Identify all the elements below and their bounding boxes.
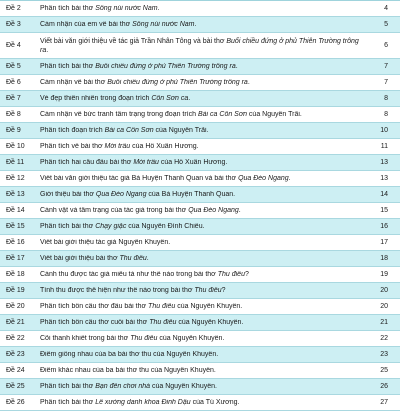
toc-exercise-number: Đề 19 [6, 287, 25, 294]
toc-title [40, 335, 360, 342]
toc-page-number: 13 [380, 175, 388, 182]
toc-row[interactable] [0, 203, 400, 219]
toc-work-title: Qua Đèo Ngang [188, 207, 239, 214]
toc-page-number: 18 [380, 255, 388, 262]
toc-exercise-number: Đề 24 [6, 367, 25, 374]
toc-exercise-number: Đề 3 [6, 21, 21, 28]
toc-page-number: 11 [380, 143, 388, 150]
toc-title [40, 191, 360, 198]
toc-title [40, 223, 360, 230]
toc-page-number: 4 [384, 5, 388, 12]
toc-work-title: Thu điếu [149, 319, 177, 326]
toc-work-title: Sông núi nước Nam [95, 5, 158, 12]
toc-exercise-number: Đề 5 [6, 63, 21, 70]
toc-exercise-number: Đề 25 [6, 383, 25, 390]
toc-title-text: Cảm nhận về bài thơ [40, 79, 108, 86]
toc-title-text: Phân tích bốn câu thơ cuối bài thơ [40, 319, 150, 326]
toc-page-number: 8 [384, 95, 388, 102]
toc-work-title: Thu điếu [217, 271, 245, 278]
toc-title [40, 95, 360, 102]
toc-work-title: Qua Đèo Ngang [238, 175, 289, 182]
toc-title-suffix: . [247, 79, 250, 86]
toc-work-title: Thu điếu [130, 335, 158, 342]
toc-exercise-number: Đề 4 [6, 42, 21, 49]
toc-title-text: Tình thu được thể hiện như thế nào trong bài thơ [40, 287, 195, 294]
toc-title-suffix: ? [221, 287, 226, 294]
toc-title-text: Viết bài văn giới thiệu về tác giả Trần Nhân Tông và bài thơ [40, 37, 227, 45]
toc-work-title: Bài ca Côn Sơn [104, 127, 154, 134]
toc-exercise-number: Đề 8 [6, 111, 21, 118]
toc-work-title: Thu điếu [119, 255, 147, 262]
toc-work-title: Thu điếu [148, 303, 176, 310]
toc-title [40, 127, 360, 134]
toc-row[interactable] [0, 331, 400, 347]
toc-title-suffix: . [46, 46, 49, 54]
toc-title-text: Viết bài văn giới thiệu tác giả Bà Huyện Thanh Quan và bài thơ [40, 175, 239, 182]
toc-page-number: 25 [380, 367, 388, 374]
toc-row[interactable] [0, 219, 400, 235]
toc-title [40, 287, 360, 294]
toc-title [40, 111, 360, 118]
toc-row[interactable] [0, 1, 400, 17]
toc-page-number: 20 [380, 303, 388, 310]
toc-title-text: Phân tích về bài thơ [40, 143, 105, 150]
toc-title-text: Điểm giống nhau của ba bài thơ thu của Nguyễn Khuyến. [40, 351, 219, 358]
toc-row[interactable] [0, 75, 400, 91]
toc-work-title: Buổi chiều đứng ở phủ Thiên Trường trông ra [95, 63, 236, 70]
toc-page-number: 19 [380, 271, 388, 278]
toc-title-suffix: . [194, 21, 197, 28]
toc-exercise-number: Đề 21 [6, 319, 25, 326]
toc-exercise-number: Đề 6 [6, 79, 21, 86]
toc-exercise-number: Đề 13 [6, 191, 25, 198]
toc-row[interactable] [0, 17, 400, 33]
toc-title-text: Phân tích bài thơ [40, 5, 96, 12]
toc-page-number: 10 [380, 127, 388, 134]
toc-row[interactable] [0, 283, 400, 299]
toc-title-text: Giới thiệu bài thơ [40, 191, 96, 198]
toc-page-number: 16 [380, 223, 388, 230]
toc-title-suffix: của Tú Xương. [190, 399, 240, 406]
toc-title-text: Viết bài giới thiệu bài thơ [40, 255, 120, 262]
toc-title-text: Phân tích bài thơ [40, 399, 96, 406]
toc-row[interactable] [0, 139, 400, 155]
toc-row[interactable] [0, 33, 400, 59]
toc-title [40, 63, 360, 70]
toc-exercise-number: Đề 26 [6, 399, 25, 406]
toc-work-title: Côn Sơn ca [151, 95, 189, 102]
toc-title-suffix: . [157, 5, 160, 12]
toc-title-text: Phân tích bốn câu thơ đầu bài thơ [40, 303, 149, 310]
toc-row[interactable] [0, 315, 400, 331]
toc-row[interactable] [0, 267, 400, 283]
toc-title-suffix: . [235, 63, 238, 70]
toc-title-suffix: ? [244, 271, 249, 278]
toc-title-suffix: . [146, 255, 149, 262]
toc-title [40, 21, 360, 28]
toc-work-title: Buổi chiều đứng ở phủ Thiên Trường trông ra [107, 79, 248, 86]
toc-work-title: Bài ca Côn Sơn [198, 111, 247, 118]
toc-exercise-number: Đề 17 [6, 255, 25, 262]
toc-title-suffix: của Hồ Xuân Hương. [158, 159, 228, 166]
toc-exercise-number: Đề 7 [6, 95, 21, 102]
toc-page-number: 22 [380, 335, 388, 342]
toc-title-suffix: . [188, 95, 191, 102]
toc-exercise-number: Đề 11 [6, 159, 25, 166]
toc-title-text: Phân tích bài thơ [40, 63, 96, 70]
toc-title [40, 399, 360, 406]
toc-exercise-number: Đề 15 [6, 223, 25, 230]
toc-exercise-number: Đề 10 [6, 143, 25, 150]
toc-title [40, 175, 360, 182]
toc-row[interactable] [0, 59, 400, 75]
toc-title-text: Cảnh thu được tác giả miêu tả như thế nào trong bài thơ [40, 271, 218, 278]
toc-work-title: Lễ xướng danh khoa Đinh Dậu [95, 399, 191, 406]
toc-exercise-number: Đề 2 [6, 5, 21, 12]
toc-page-number: 26 [380, 383, 388, 390]
toc-row[interactable] [0, 123, 400, 139]
toc-exercise-number: Đề 14 [6, 207, 25, 214]
toc-work-title: Qua Đèo Ngang [95, 191, 147, 198]
toc-title [40, 303, 360, 310]
toc-exercise-number: Đề 20 [6, 303, 25, 310]
toc-page-number: 13 [380, 159, 388, 166]
toc-page-number: 6 [384, 42, 388, 49]
toc-exercise-number: Đề 12 [6, 175, 25, 182]
toc-title [40, 79, 360, 86]
toc-title-text: Cảm nhận về bức tranh tâm trạng trong đoạn trích [40, 111, 198, 118]
toc-title-text: Cõi thanh khiết trong bài thơ [40, 335, 131, 342]
toc-page-number: 7 [384, 79, 388, 86]
toc-row[interactable] [0, 347, 400, 363]
toc-title-text: Phân tích hai câu đầu bài thơ [40, 159, 134, 166]
toc-row[interactable] [0, 107, 400, 123]
toc-exercise-number: Đề 23 [6, 351, 25, 358]
toc-title-suffix: . [288, 175, 291, 182]
toc-row[interactable] [0, 299, 400, 315]
toc-title-suffix: của Nguyễn Trãi. [153, 127, 209, 134]
toc-work-title: Chạy giặc [95, 223, 127, 230]
toc-title [40, 351, 360, 358]
toc-title-suffix: của Hồ Xuân Hương. [130, 143, 199, 150]
toc-title-suffix: của Nguyễn Khuyến. [176, 319, 244, 326]
toc-page-number: 23 [380, 351, 388, 358]
toc-row[interactable] [0, 251, 400, 267]
toc-row[interactable] [0, 171, 400, 187]
toc-exercise-number: Đề 18 [6, 271, 25, 278]
toc-title-text: Vẻ đẹp thiên nhiên trong đoạn trích [40, 95, 152, 102]
toc-title [40, 37, 360, 55]
toc-title [40, 383, 360, 390]
toc-title-suffix: của Nguyễn Khuyến. [175, 303, 243, 310]
toc-row[interactable] [0, 155, 400, 171]
toc-title [40, 255, 360, 262]
toc-title-suffix: của Nguyễn Khuyến. [150, 383, 217, 390]
toc-title-text: Phân tích bài thơ [40, 223, 96, 230]
toc-page-number: 7 [384, 63, 388, 70]
toc-work-title: Mời trầu [104, 143, 131, 150]
toc-work-title: Mời trầu [133, 159, 159, 166]
toc-work-title: Bạn đến chơi nhà [95, 383, 151, 390]
toc-page-number: 27 [380, 399, 388, 406]
toc-title-suffix: của Nguyễn Trãi. [246, 111, 302, 118]
toc-title-text: Phân tích đoạn trích [40, 127, 105, 134]
toc-work-title: Thu điếu [194, 287, 222, 294]
toc-title-suffix: của Bà Huyện Thanh Quan. [146, 191, 236, 198]
toc-title [40, 239, 360, 246]
toc-title [40, 207, 360, 214]
toc-exercise-number: Đề 9 [6, 127, 21, 134]
toc-row[interactable] [0, 187, 400, 203]
toc-page-number: 8 [384, 111, 388, 118]
toc-exercise-number: Đề 22 [6, 335, 25, 342]
toc-row[interactable] [0, 363, 400, 379]
toc-title [40, 319, 360, 326]
toc-title-suffix: của Nguyễn Đình Chiểu. [126, 223, 205, 230]
toc-row[interactable] [0, 379, 400, 395]
toc-title-suffix: của Nguyễn Khuyến. [157, 335, 225, 342]
toc-title-text: Phân tích bài thơ [40, 383, 96, 390]
toc-page-number: 14 [380, 191, 388, 198]
toc-title-suffix: . [238, 207, 241, 214]
toc-row[interactable] [0, 91, 400, 107]
toc-title [40, 159, 360, 166]
toc-title [40, 143, 360, 150]
toc-title-text: Viết bài giới thiệu tác giả Nguyễn Khuyến. [40, 239, 171, 246]
toc-page-number: 20 [380, 287, 388, 294]
toc-page-number: 17 [380, 239, 388, 246]
toc-title [40, 271, 360, 278]
toc-title-text: Điểm khác nhau của ba bài thơ thu của Nguyễn Khuyến. [40, 367, 216, 374]
toc-title [40, 367, 360, 374]
toc-page-number: 21 [380, 319, 388, 326]
toc-title [40, 5, 360, 12]
toc-row[interactable] [0, 395, 400, 411]
toc-page-number: 15 [380, 207, 388, 214]
toc-exercise-number: Đề 16 [6, 239, 25, 246]
toc-page-number: 5 [384, 21, 388, 28]
toc-work-title: Sông núi nước Nam [132, 21, 195, 28]
toc-title-text: Cảnh vật và tâm trạng của tác giả trong bài thơ [40, 207, 189, 214]
toc-work-title: Buổi chiều đứng ở phủ Thiên Trường trông ra [40, 37, 359, 54]
toc-row[interactable] [0, 235, 400, 251]
toc-title-text: Cảm nhận của em về bài thơ [40, 21, 133, 28]
